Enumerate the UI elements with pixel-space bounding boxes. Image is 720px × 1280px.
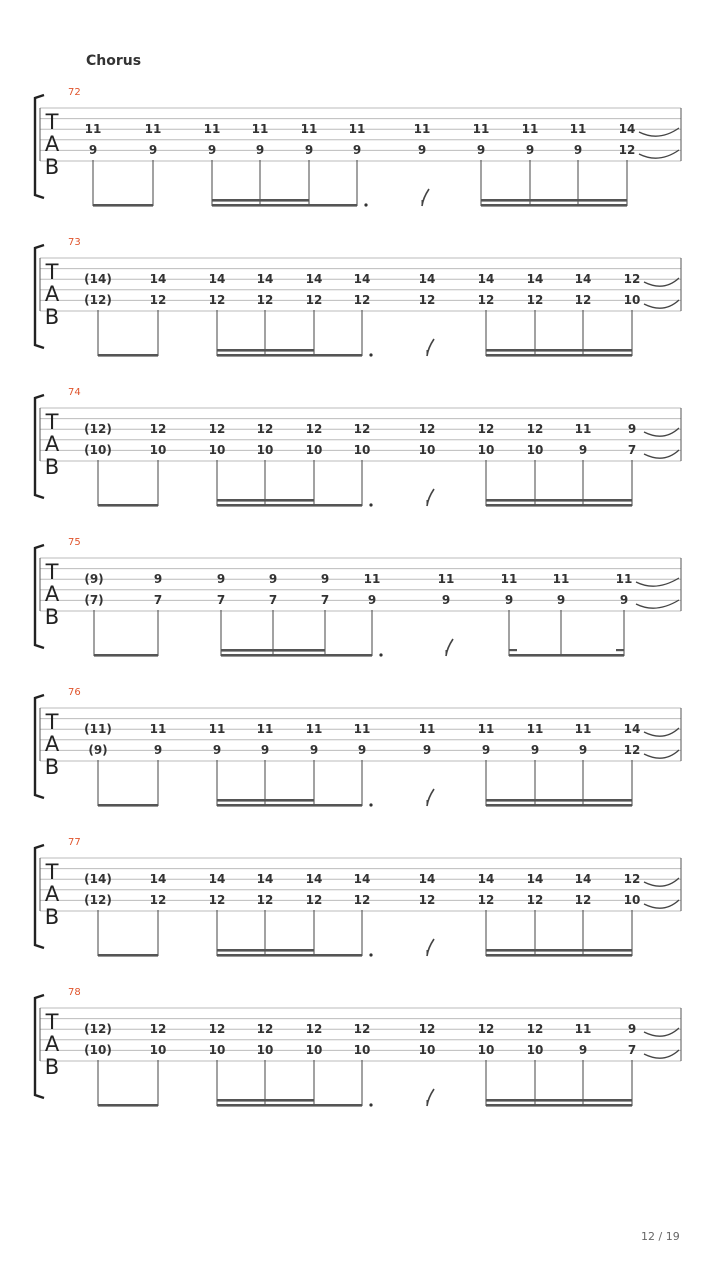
- fret-number: 12: [353, 893, 371, 907]
- fret-number: 12: [574, 893, 592, 907]
- fret-number: 11: [348, 122, 366, 136]
- fret-number: 12: [256, 1022, 274, 1036]
- fret-number: 11: [208, 722, 226, 736]
- fret-number: 11: [526, 722, 544, 736]
- fret-number: (12): [84, 1022, 112, 1036]
- fret-number: (12): [84, 893, 112, 907]
- augmentation-dot: [364, 203, 367, 206]
- fret-number: 12: [477, 422, 495, 436]
- fret-number: (10): [84, 443, 112, 457]
- measure-number: 76: [68, 687, 81, 698]
- fret-number: 9: [367, 593, 377, 607]
- tab-system: [35, 87, 681, 207]
- fret-number: 12: [526, 293, 544, 307]
- augmentation-dot: [379, 653, 382, 656]
- tab-clef-letter: B: [44, 1055, 60, 1079]
- fret-number: 10: [477, 1043, 495, 1057]
- augmentation-dot: [369, 353, 372, 356]
- beam: [98, 804, 158, 807]
- fret-number: 10: [149, 1043, 167, 1057]
- beam: [98, 504, 158, 507]
- beam: [217, 799, 314, 802]
- tie-arc: [644, 300, 679, 308]
- beam: [486, 349, 632, 352]
- fret-number: 11: [203, 122, 221, 136]
- tab-clef-letter: A: [44, 882, 60, 906]
- fret-number: 12: [208, 893, 226, 907]
- tab-clef-letter: B: [44, 755, 60, 779]
- tie-arc: [644, 450, 679, 458]
- beam: [217, 354, 362, 357]
- beam: [221, 654, 372, 657]
- fret-number: 10: [305, 443, 323, 457]
- beam: [212, 204, 357, 207]
- tab-clef-letter: T: [45, 560, 59, 584]
- tab-clef-letter: B: [44, 605, 60, 629]
- fret-number: 7: [153, 593, 163, 607]
- note-flag: [422, 189, 429, 206]
- tie-arc: [639, 150, 679, 158]
- fret-number: 9: [573, 143, 583, 157]
- fret-number: 11: [418, 722, 436, 736]
- fret-number: 14: [256, 272, 274, 286]
- tab-system: [35, 837, 681, 957]
- tab-system: [35, 237, 681, 357]
- measure-number: 72: [68, 87, 81, 98]
- fret-number: 12: [149, 1022, 167, 1036]
- fret-number: 10: [477, 443, 495, 457]
- fret-number: 9: [352, 143, 362, 157]
- beam: [98, 1104, 158, 1107]
- fret-number: 11: [149, 722, 167, 736]
- fret-number: 14: [208, 272, 226, 286]
- fret-number: 12: [256, 422, 274, 436]
- fret-number: 10: [623, 893, 641, 907]
- fret-number: 14: [526, 872, 544, 886]
- beam: [486, 799, 632, 802]
- measure-number: 73: [68, 237, 81, 248]
- tab-clef-letter: T: [45, 260, 59, 284]
- tab-clef-letter: A: [44, 732, 60, 756]
- fret-number: 9: [268, 572, 278, 586]
- fret-number: 9: [309, 743, 319, 757]
- fret-number: 9: [525, 143, 535, 157]
- fret-number: 12: [623, 743, 641, 757]
- beam: [486, 1104, 632, 1107]
- fret-number: 14: [208, 872, 226, 886]
- tab-system: [35, 387, 681, 507]
- fret-number: 9: [481, 743, 491, 757]
- fret-number: 12: [623, 272, 641, 286]
- note-flag: [427, 1089, 434, 1106]
- beam: [509, 654, 624, 657]
- fret-number: 11: [251, 122, 269, 136]
- fret-number: 10: [418, 1043, 436, 1057]
- tie-arc: [644, 750, 679, 758]
- fret-number: 7: [320, 593, 330, 607]
- beam: [217, 499, 314, 502]
- fret-number: 7: [627, 443, 637, 457]
- fret-number: (9): [84, 572, 104, 586]
- fret-number: 11: [256, 722, 274, 736]
- fret-number: 12: [353, 293, 371, 307]
- note-flag: [427, 789, 434, 806]
- fret-number: 11: [477, 722, 495, 736]
- fret-number: 14: [305, 272, 323, 286]
- tie-arc: [644, 900, 679, 908]
- tie-arc: [644, 1050, 679, 1058]
- beam: [93, 204, 153, 207]
- fret-number: 11: [144, 122, 162, 136]
- tab-clef-letter: T: [45, 410, 59, 434]
- fret-number: 14: [418, 272, 436, 286]
- fret-number: 12: [305, 422, 323, 436]
- fret-number: 12: [526, 422, 544, 436]
- fret-number: 10: [208, 1043, 226, 1057]
- tab-clef-letter: T: [45, 110, 59, 134]
- note-flag: [427, 489, 434, 506]
- fret-number: 10: [256, 443, 274, 457]
- beam: [217, 349, 314, 352]
- fret-number: 12: [418, 293, 436, 307]
- tab-clef-letter: B: [44, 905, 60, 929]
- fret-number: 11: [472, 122, 490, 136]
- fret-number: 12: [418, 422, 436, 436]
- tab-clef-letter: B: [44, 155, 60, 179]
- tab-clef-letter: A: [44, 432, 60, 456]
- fret-number: 10: [256, 1043, 274, 1057]
- beam: [217, 804, 362, 807]
- fret-number: 9: [504, 593, 514, 607]
- tab-clef-letter: T: [45, 1010, 59, 1034]
- fret-number: 9: [578, 743, 588, 757]
- fret-number: 12: [208, 1022, 226, 1036]
- fret-number: 9: [556, 593, 566, 607]
- fret-number: 9: [148, 143, 158, 157]
- beam: [486, 949, 632, 952]
- tab-clef-letter: A: [44, 1032, 60, 1056]
- beam: [509, 649, 517, 651]
- fret-number: 7: [268, 593, 278, 607]
- fret-number: 12: [149, 293, 167, 307]
- augmentation-dot: [369, 503, 372, 506]
- beam: [481, 204, 627, 207]
- fret-number: 12: [574, 293, 592, 307]
- fret-number: 11: [574, 722, 592, 736]
- fret-number: 9: [417, 143, 427, 157]
- section-title: Chorus: [86, 53, 142, 69]
- fret-number: 9: [304, 143, 314, 157]
- fret-number: 9: [357, 743, 367, 757]
- fret-number: 11: [437, 572, 455, 586]
- beam: [616, 649, 624, 651]
- augmentation-dot: [369, 803, 372, 806]
- fret-number: 9: [627, 1022, 637, 1036]
- fret-number: 10: [149, 443, 167, 457]
- fret-number: 10: [623, 293, 641, 307]
- fret-number: 7: [216, 593, 226, 607]
- fret-number: 9: [619, 593, 629, 607]
- fret-number: 9: [627, 422, 637, 436]
- fret-number: 14: [623, 722, 641, 736]
- fret-number: 11: [353, 722, 371, 736]
- tab-clef-letter: T: [45, 860, 59, 884]
- fret-number: 12: [623, 872, 641, 886]
- fret-number: 12: [208, 293, 226, 307]
- augmentation-dot: [369, 1103, 372, 1106]
- fret-number: 12: [418, 893, 436, 907]
- fret-number: 9: [207, 143, 217, 157]
- fret-number: 10: [353, 443, 371, 457]
- fret-number: 11: [413, 122, 431, 136]
- fret-number: 9: [255, 143, 265, 157]
- tab-clef-letter: A: [44, 282, 60, 306]
- fret-number: 11: [574, 1022, 592, 1036]
- fret-number: 14: [574, 872, 592, 886]
- tab-clef-letter: B: [44, 305, 60, 329]
- fret-number: 11: [305, 722, 323, 736]
- fret-number: 14: [526, 272, 544, 286]
- beam: [217, 504, 362, 507]
- fret-number: (14): [84, 872, 112, 886]
- tie-arc: [636, 600, 679, 608]
- fret-number: (9): [88, 743, 108, 757]
- fret-number: 12: [477, 293, 495, 307]
- fret-number: 14: [149, 872, 167, 886]
- fret-number: 11: [574, 422, 592, 436]
- fret-number: 14: [353, 872, 371, 886]
- tab-clef-letter: T: [45, 710, 59, 734]
- page-number: 12 / 19: [641, 1230, 680, 1243]
- measure-number: 77: [68, 837, 81, 848]
- fret-number: 14: [574, 272, 592, 286]
- fret-number: 14: [477, 872, 495, 886]
- fret-number: 9: [212, 743, 222, 757]
- fret-number: 12: [208, 422, 226, 436]
- beam: [486, 804, 632, 807]
- fret-number: 9: [88, 143, 98, 157]
- fret-number: 12: [526, 893, 544, 907]
- fret-number: 11: [521, 122, 539, 136]
- fret-number: 11: [84, 122, 102, 136]
- fret-number: (12): [84, 293, 112, 307]
- note-flag: [427, 939, 434, 956]
- fret-number: 14: [305, 872, 323, 886]
- fret-number: 10: [418, 443, 436, 457]
- fret-number: 10: [305, 1043, 323, 1057]
- fret-number: 12: [149, 893, 167, 907]
- fret-number: 12: [305, 293, 323, 307]
- fret-number: 11: [569, 122, 587, 136]
- note-flag: [446, 639, 453, 656]
- fret-number: 10: [353, 1043, 371, 1057]
- fret-number: 9: [578, 443, 588, 457]
- fret-number: 11: [500, 572, 518, 586]
- fret-number: 14: [618, 122, 636, 136]
- fret-number: 12: [477, 893, 495, 907]
- tab-system: [35, 687, 681, 807]
- fret-number: 7: [627, 1043, 637, 1057]
- beam: [221, 649, 325, 652]
- fret-number: 9: [216, 572, 226, 586]
- fret-number: 11: [300, 122, 318, 136]
- fret-number: 12: [149, 422, 167, 436]
- fret-number: 9: [153, 572, 163, 586]
- fret-number: 9: [530, 743, 540, 757]
- fret-number: 9: [441, 593, 451, 607]
- fret-number: (14): [84, 272, 112, 286]
- fret-number: 12: [418, 1022, 436, 1036]
- fret-number: 9: [153, 743, 163, 757]
- fret-number: 14: [353, 272, 371, 286]
- beam: [486, 499, 632, 502]
- beam: [94, 654, 158, 657]
- beam: [217, 1104, 362, 1107]
- tab-clef-letter: A: [44, 582, 60, 606]
- measure-number: 75: [68, 537, 81, 548]
- measure-number: 78: [68, 987, 81, 998]
- beam: [98, 354, 158, 357]
- fret-number: 12: [353, 1022, 371, 1036]
- fret-number: (12): [84, 422, 112, 436]
- fret-number: 12: [256, 293, 274, 307]
- beam: [98, 954, 158, 957]
- fret-number: 12: [305, 893, 323, 907]
- beam: [481, 199, 627, 202]
- fret-number: 10: [526, 443, 544, 457]
- tab-clef-letter: A: [44, 132, 60, 156]
- fret-number: 9: [260, 743, 270, 757]
- tab-clef-letter: B: [44, 455, 60, 479]
- tab-system: [35, 987, 681, 1107]
- fret-number: 14: [256, 872, 274, 886]
- beam: [486, 504, 632, 507]
- fret-number: 9: [476, 143, 486, 157]
- fret-number: 12: [305, 1022, 323, 1036]
- fret-number: 10: [526, 1043, 544, 1057]
- beam: [486, 354, 632, 357]
- beam: [486, 954, 632, 957]
- fret-number: 14: [477, 272, 495, 286]
- fret-number: 14: [418, 872, 436, 886]
- fret-number: 11: [615, 572, 633, 586]
- fret-number: 9: [422, 743, 432, 757]
- fret-number: 12: [526, 1022, 544, 1036]
- beam: [217, 949, 314, 952]
- fret-number: (10): [84, 1043, 112, 1057]
- fret-number: 12: [256, 893, 274, 907]
- fret-number: 14: [149, 272, 167, 286]
- fret-number: 10: [208, 443, 226, 457]
- fret-number: 9: [578, 1043, 588, 1057]
- beam: [217, 1099, 314, 1102]
- note-flag: [427, 339, 434, 356]
- beam: [486, 1099, 632, 1102]
- fret-number: 12: [618, 143, 636, 157]
- fret-number: (7): [84, 593, 104, 607]
- fret-number: 11: [363, 572, 381, 586]
- fret-number: 9: [320, 572, 330, 586]
- fret-number: 12: [477, 1022, 495, 1036]
- beam: [212, 199, 309, 202]
- measure-number: 74: [68, 387, 81, 398]
- fret-number: 12: [353, 422, 371, 436]
- fret-number: (11): [84, 722, 112, 736]
- fret-number: 11: [552, 572, 570, 586]
- augmentation-dot: [369, 953, 372, 956]
- beam: [217, 954, 362, 957]
- tab-system: [35, 537, 681, 657]
